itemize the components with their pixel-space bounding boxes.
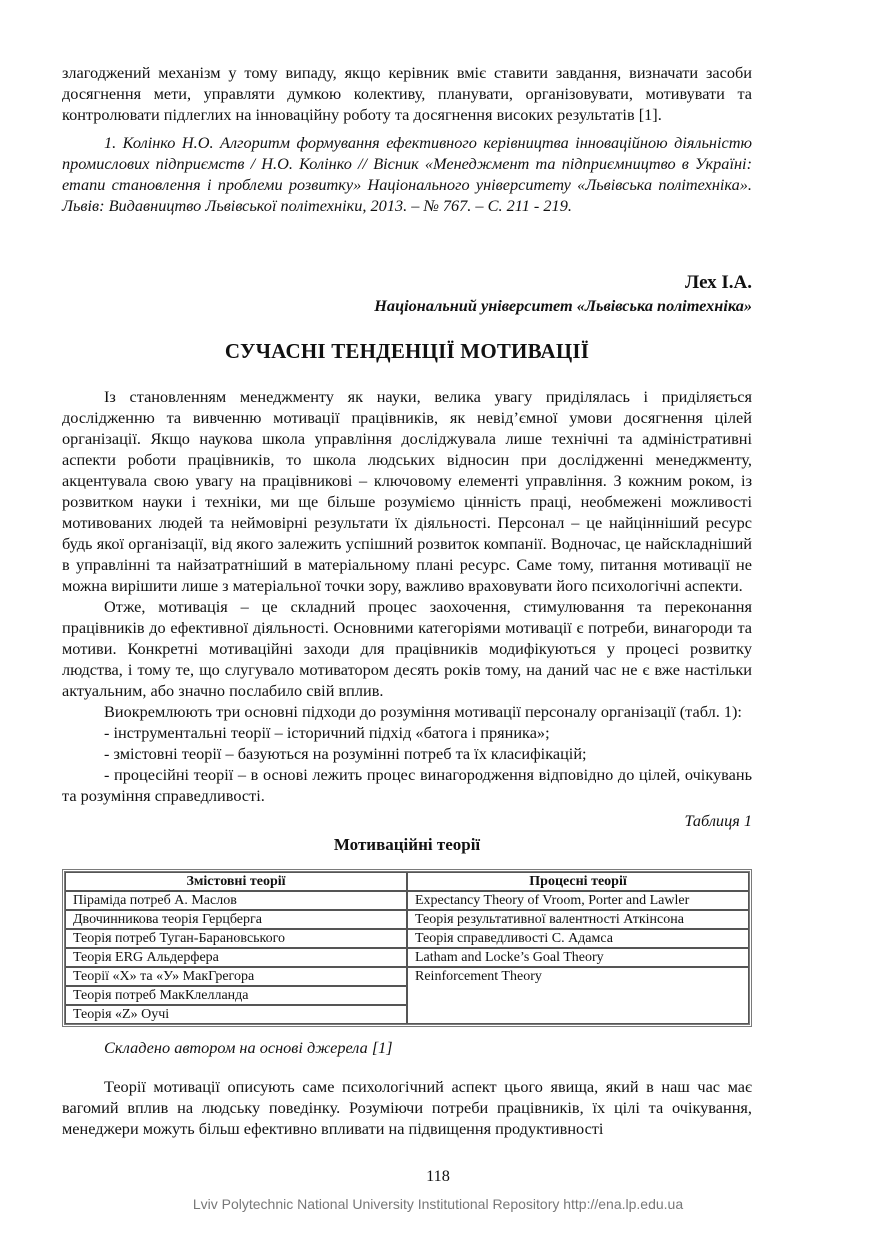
table-source: Складено автором на основі джерела [1] xyxy=(104,1038,393,1057)
content-theory-cell: Теорія ERG Альдерфера xyxy=(65,948,407,967)
article-title: СУЧАСНІ ТЕНДЕНЦІЇ МОТИВАЦІЇ xyxy=(224,339,590,363)
intro-paragraph: злагоджений механізм у тому випаду, якщо керівник вміє ставити завдання, визначати засоби досягнення мети, управляти думкою колективу, планувати, організовувати, мотивувати та контролювати підлеглих на інноваційну роботу та досягнення високих результатів [1]. xyxy=(62,63,752,124)
process-theory-cell: Теорія справедливості С. Адамса xyxy=(407,929,749,948)
list-item: - змістовні теорії – базуються на розумінні потреб та їх класифікацій; xyxy=(104,744,587,763)
content-theory-cell: Теорія потреб Туган-Барановського xyxy=(65,929,407,948)
content-theory-cell: Піраміда потреб А. Маслов xyxy=(65,891,407,910)
author-affiliation: Національний університет «Львівська політехніка» xyxy=(374,296,752,315)
list-item: - інструментальні теорії – історичний підхід «батога і пряника»; xyxy=(104,723,550,742)
paragraph: Із становленням менеджменту як науки, велика увагу приділялась і приділяється дослідженню та вивченню мотивації працівників, як невід’ємної умови досягнення цілей організації. Якщо наукова школа управління досліджувала лише технічні та адміністративні аспекти роботи працівників, то школа людських відносин при дослідженні менеджменту, акцентувала свою увагу на працівникові – ключовому елементі управління. З кожним роком, із розвитком науки і техніки, ми ще більше розуміємо цінність праці, необмежені можливості мотивованих людей та неймовірні результати їх діяльності. Персонал – це найцінніший ресурс будь якої організації, від якого залежить успішний розвиток компанії. Водночас, це найскладніший в управлінні та найзатратніший в матеріальному плані ресурс. Саме тому, питання мотивації не можна вирішити лише з матеріальної точки зору, важливо враховувати його психологічні аспекти. xyxy=(62,387,752,595)
reference-1: 1. Колінко Н.О. Алгоритм формування ефективного керівництва інноваційною діяльністю промислових підприємств / Н.О. Колінко // Вісник «Менеджмент та підприємництво в Україні: етапи становлення і проблеми розвитку» Національного університету «Львівська політехніка». Львів: Видавництво Львівської політехніки, 2013. – № 767. – С. 211 - 219. xyxy=(62,133,752,215)
header-process-theories: Процесні теорії xyxy=(407,872,749,891)
list-item: - процесійні теорії – в основі лежить процес винагородження відповідно до цілей, очікувань та розуміння справедливості. xyxy=(62,765,752,805)
page-content xyxy=(62,62,752,1139)
table-title: Мотиваційні теорії xyxy=(333,835,481,854)
table-header-row xyxy=(65,872,749,891)
content-theory-cell: Двочинникова теорія Герцберга xyxy=(65,910,407,929)
table-row xyxy=(65,929,749,948)
repository-footer: Lviv Polytechnic National University Institutional Repository http://ena.lp.edu.ua xyxy=(192,1196,684,1212)
author-name: Лех І.А. xyxy=(685,272,752,293)
paragraph: Отже, мотивація – це складний процес заохочення, стимулювання та переконання працівників до ефективної діяльності. Основними категоріями мотивації є потреби, винагороди та мотиви. Конкретні мотиваційні заходи для працівників модифікуються у процесі розвитку людства, і тому те, що слугувало мотиватором десять років тому, на даний час не є вже настільки актуальним, або значно послабило свій вплив. xyxy=(62,597,752,700)
header-content-theories: Змістовні теорії xyxy=(65,872,407,891)
table-row xyxy=(65,948,749,967)
process-theory-cell: Теорія результативної валентності Аткінсона xyxy=(407,910,749,929)
content-theory-cell: Теорія «Z» Оучі xyxy=(65,1005,407,1024)
process-theory-cell: Reinforcement Theory xyxy=(407,967,749,1024)
table-number: Таблиця 1 xyxy=(684,811,752,830)
process-theory-cell: Latham and Locke’s Goal Theory xyxy=(407,948,749,967)
theories-table xyxy=(62,869,752,1027)
content-theory-cell: Теорія потреб МакКлелланда xyxy=(65,986,407,1005)
page-number: 118 xyxy=(426,1166,450,1185)
content-theory-cell: Теорії «Х» та «У» МакГрегора xyxy=(65,967,407,986)
closing-paragraph: Теорії мотивації описують саме психологічний аспект цього явища, який в наш час має вагомий вплив на людську поведінку. Розуміючи потреби працівників, їх цілі та очікування, менеджери можуть більш ефективно впливати на підвищення продуктивності xyxy=(62,1077,752,1138)
table-row xyxy=(65,967,749,986)
paragraph: Виокремлюють три основні підходи до розуміння мотивації персоналу організації (табл. 1): xyxy=(104,702,742,721)
table-row xyxy=(65,891,749,910)
table-row xyxy=(65,910,749,929)
process-theory-cell: Expectancy Theory of Vroom, Porter and Lawler xyxy=(407,891,749,910)
